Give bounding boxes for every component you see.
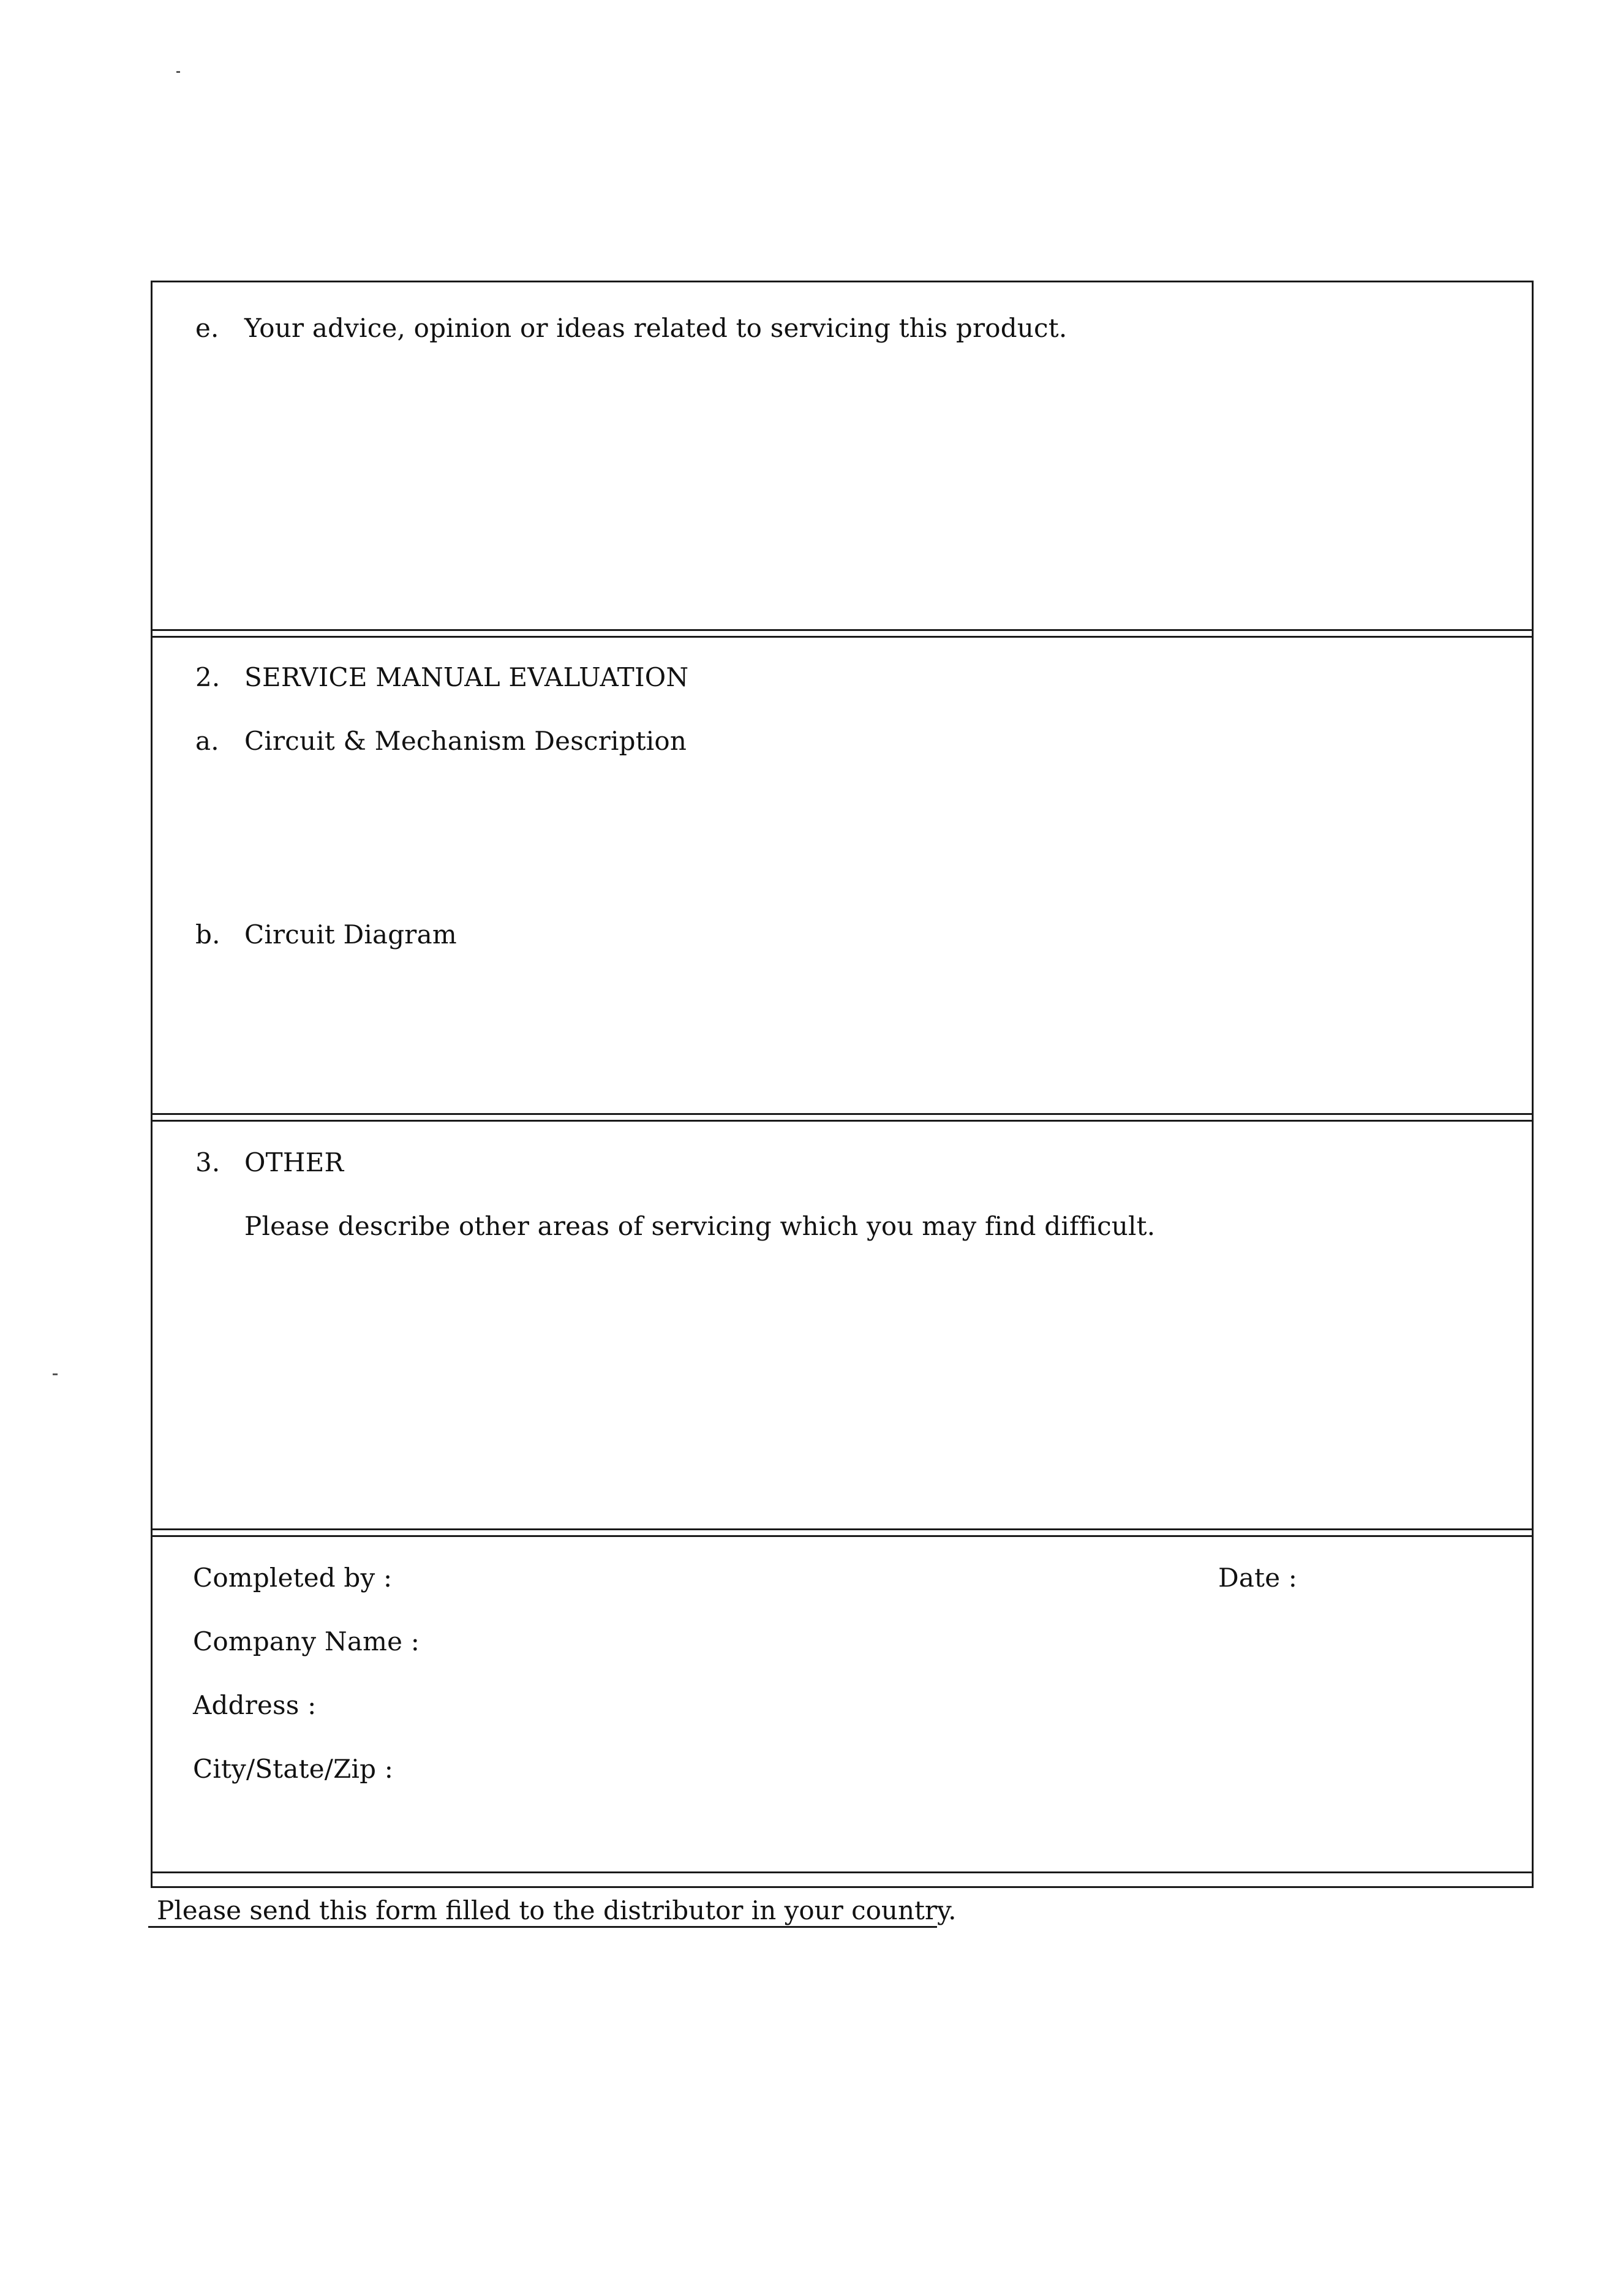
company-name-label: Company Name : [193, 1626, 420, 1656]
address-label: Address : [193, 1690, 317, 1720]
section-divider [153, 1113, 1532, 1122]
footer-instruction: Please send this form filled to the distributor in your country. [148, 1895, 937, 1928]
section-3-heading: OTHER [244, 1147, 344, 1177]
item-a-label: Circuit & Mechanism Description [244, 726, 687, 756]
scan-speck [176, 71, 180, 73]
feedback-form [151, 281, 1534, 1888]
form-bottom-divider [153, 1871, 1532, 1881]
item-b-letter: b. [195, 920, 220, 950]
item-b-label: Circuit Diagram [244, 920, 457, 950]
section-e-letter: e. [195, 313, 219, 343]
section-2-number: 2. [195, 662, 220, 692]
item-a-letter: a. [195, 726, 219, 756]
section-3-number: 3. [195, 1147, 220, 1177]
completed-by-label: Completed by : [193, 1563, 393, 1593]
section-e-prompt: Your advice, opinion or ideas related to servicing this product. [244, 313, 1068, 343]
section-divider [153, 1528, 1532, 1537]
scan-speck [53, 1373, 58, 1375]
city-state-zip-label: City/State/Zip : [193, 1754, 394, 1784]
date-label: Date : [1218, 1563, 1298, 1593]
section-divider [153, 629, 1532, 638]
section-2-heading: SERVICE MANUAL EVALUATION [244, 662, 689, 692]
section-3-prompt: Please describe other areas of servicing which you may find difficult. [244, 1211, 1156, 1241]
